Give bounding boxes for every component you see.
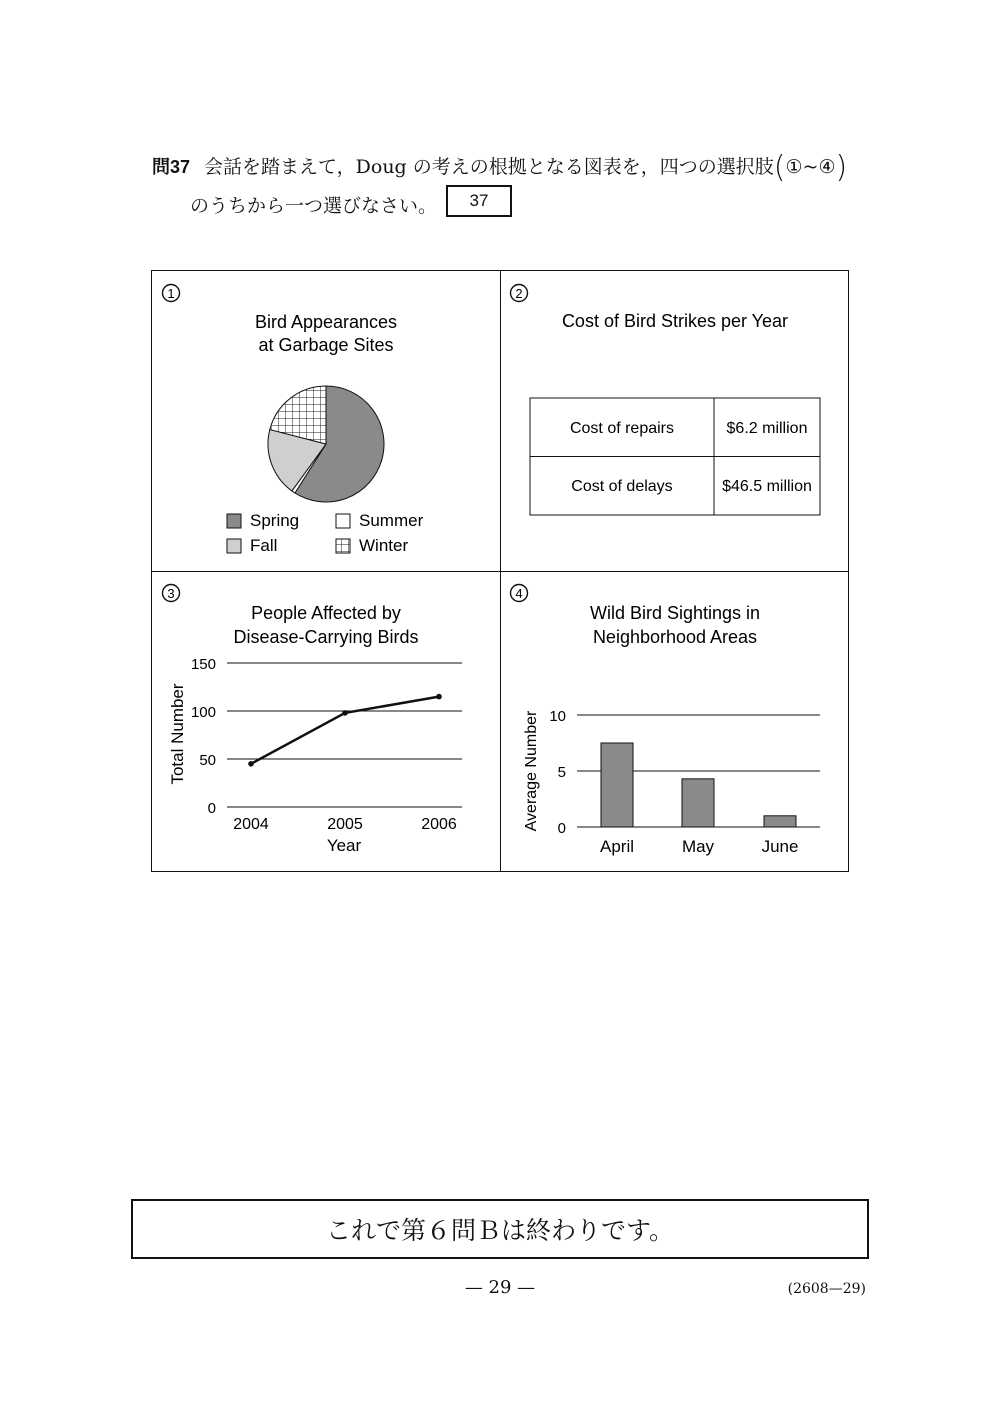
page-number: — 29 — [464,1277,536,1298]
panel-1-marker-number: 1 [167,286,175,301]
section-end-box: これで第６問Ｂは終わりです。 [131,1199,869,1259]
line-title-line2: Disease-Carrying Birds [233,627,419,647]
line-ylabel: Total Number [168,683,187,785]
legend-swatch-fall [227,539,241,553]
bar-xtick-june: June [761,837,799,856]
bar-april [601,743,633,827]
panel-2-marker-number: 2 [515,286,523,301]
legend-label-summer: Summer [359,511,424,530]
cost-repairs-label: Cost of repairs [569,420,675,437]
line-point-2006 [436,694,442,700]
line-ytick-150: 150 [190,656,216,673]
bar-ytick-5: 5 [557,764,566,781]
pie-title-line1: Bird Appearances [254,312,398,332]
choice-first-marker: ① [785,156,803,178]
pie-title-line2: at Garbage Sites [258,335,394,355]
line-ytick-100: 100 [190,704,216,721]
line-point-2004 [248,761,254,767]
bar-ytick-10: 10 [549,708,566,725]
bar-chart [549,708,820,856]
answer-box[interactable]: 37 [446,185,512,217]
line-title-line1: People Affected by [251,603,401,623]
line-xlabel: Year [326,836,362,855]
line-ytick-0: 0 [207,800,216,817]
question-text-1: 会話を踏まえて，Doug の考えの根拠となる図表を，四つの選択肢 [204,156,774,178]
line-chart [191,656,462,833]
bar-june [764,816,796,827]
figures-svg [152,271,850,873]
bar-title-line1: Wild Bird Sightings in [589,603,761,623]
bar-title-line2: Neighborhood Areas [592,627,758,647]
question-number: 問37 [152,157,191,177]
paren-close: ) [835,150,848,185]
panel-3-marker-number: 3 [167,586,175,601]
bar-may [682,779,714,827]
bar-xtick-april: April [599,837,635,856]
line-ytick-50: 50 [199,752,216,769]
panel-1[interactable] [163,285,424,556]
choice-last-marker: ④ [818,156,836,178]
pie-chart [268,386,384,502]
choice-grid [151,270,849,872]
line-xtick-2006: 2006 [421,816,457,833]
legend-swatch-spring [227,514,241,528]
line-point-2005 [342,710,348,716]
tilde: ~ [802,156,819,178]
cost-table-title: Cost of Bird Strikes per Year [561,311,789,331]
bar-xtick-may: May [681,837,715,856]
cost-delays-value: $46.5 million [722,478,812,495]
line-xtick-2004: 2004 [233,816,269,833]
line-xtick-2005: 2005 [327,816,363,833]
legend-label-fall: Fall [250,536,278,555]
question-line-2: のうちから一つ選びなさい。 [190,195,438,217]
panel-3[interactable] [163,585,463,856]
paren-open: ( [773,150,786,185]
legend-swatch-winter [336,539,350,553]
bar-ytick-0: 0 [557,820,566,837]
legend-swatch-summer [336,514,350,528]
panel-4[interactable] [511,585,821,857]
legend-label-winter: Winter [359,536,409,555]
bar-ylabel: Average Number [523,710,540,832]
line-series [251,697,439,764]
legend-label-spring: Spring [250,511,300,530]
question-line-1 [152,150,847,185]
panel-2[interactable] [511,285,821,516]
cost-delays-label: Cost of delays [571,478,673,495]
page-code: (2608—29) [787,1281,866,1297]
cost-repairs-value: $6.2 million [726,420,808,437]
panel-4-marker-number: 4 [515,586,523,601]
